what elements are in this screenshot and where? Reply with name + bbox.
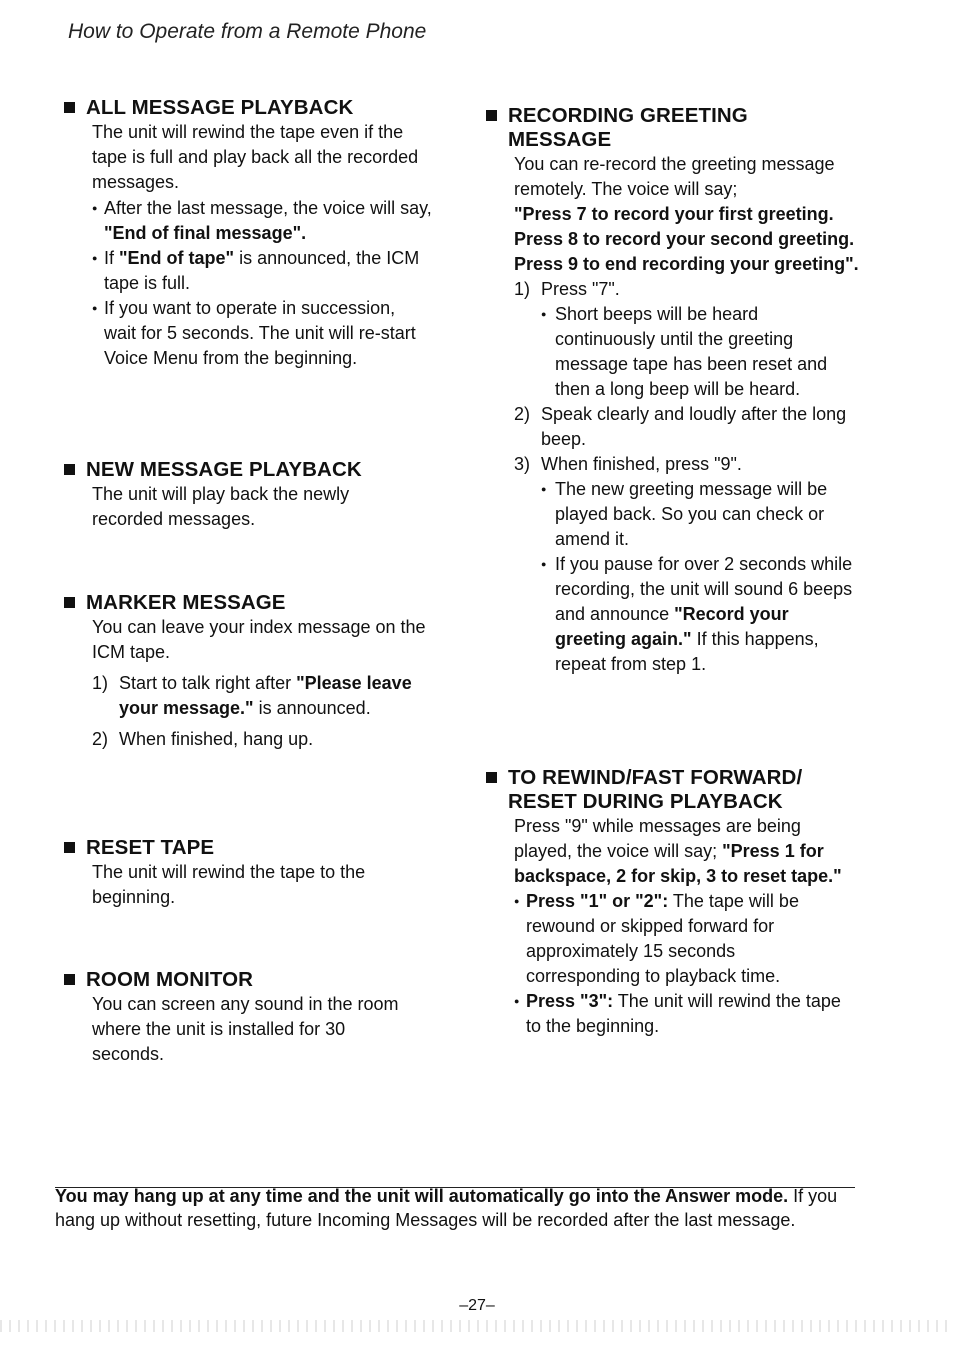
section-heading: RESET TAPE xyxy=(62,836,432,860)
section-all-message-playback xyxy=(62,96,432,371)
square-bullet-icon xyxy=(64,102,75,113)
square-bullet-icon xyxy=(64,974,75,985)
section-new-message-playback xyxy=(62,458,422,532)
bullet-item: ● If you pause for over 2 seconds while recording, the unit will sound 6 beeps and announce "Record your greeting again." If this happens, repeat from step 1. xyxy=(541,552,859,677)
page-number: –27– xyxy=(459,1297,495,1314)
bullet-item: ● Press "1" or "2": The tape will be rewound or skipped forward for approximately 15 seconds corresponding to playback time. xyxy=(514,889,844,989)
step-item: 1) Press "7". ● Short beeps will be heard continuously until the greeting message tape has been reset and then a long beep will be heard. xyxy=(514,277,859,402)
section-reset-tape xyxy=(62,836,432,910)
bullet-item: ● If you want to operate in succession, wait for 5 seconds. The unit will re-start Voice Menu from the beginning. xyxy=(92,296,432,371)
section-heading: MARKER MESSAGE xyxy=(62,591,442,615)
bullet-item: ● Short beeps will be heard continuously until the greeting message tape has been reset and then a long beep will be heard. xyxy=(541,302,859,402)
section-body: The unit will rewind the tape even if the tape is full and play back all the recorded messages. ● After the last message, the voice will say, "End of final message". ● If "End of tape" is announced, the ICM tape is full. ● If you want to operate in succession, wait for 5 seconds. The unit will re-start Voice Menu from the beginning. xyxy=(62,120,432,371)
section-body: You can leave your index message on the ICM tape. 1) Start to talk right after "Please leave your message." is announced. 2) When finished, hang up. xyxy=(62,615,442,752)
section-rewind-fast-forward xyxy=(484,766,868,1039)
section-heading: RECORDING GREETING MESSAGE xyxy=(484,104,808,152)
bullet-item: ● Press "3": The unit will rewind the tape to the beginning. xyxy=(514,989,844,1039)
step-item: 2) Speak clearly and loudly after the long beep. xyxy=(514,404,847,449)
section-body: You can screen any sound in the room where the unit is installed for 30 seconds. xyxy=(92,994,399,1064)
footer-note: You may hang up at any time and the unit will automatically go into the Answer mode. If you hang up without resetting, future Incoming Messages will be recorded after the last message. xyxy=(55,1186,838,1230)
square-bullet-icon xyxy=(486,772,497,783)
scan-noise xyxy=(0,1320,954,1332)
square-bullet-icon xyxy=(64,842,75,853)
step-item: 3) When finished, press "9". ● The new greeting message will be played back. So you can check or amend it. ● If you pause for over 2 seconds while recording, the unit will sound 6 beeps and announce "Record your greeting again." If this happens, repeat from step 1. xyxy=(514,452,859,677)
section-body: You can re-record the greeting message remotely. The voice will say; "Press 7 to record your first greeting. Press 8 to record your second greeting. Press 9 to end recording your greeting". 1) Press "7". ● Short beeps will be heard continuously until the greeting message tape has been reset and then a long beep will be heard. 2) Speak clearly and loudly after the long beep. 3) When finished, press "9". ● The new greeting message will be played back. So you can check or amend it. ● If you pause for over 2 seconds while recording, the unit will sound 6 beeps and announce "Record your greeting again." If this happens, repeat from step 1. xyxy=(484,152,859,677)
square-bullet-icon xyxy=(486,110,497,121)
section-recording-greeting xyxy=(484,104,859,677)
section-body: The unit will play back the newly recorded messages. xyxy=(92,484,350,529)
step-item: 2) When finished, hang up. xyxy=(92,729,314,749)
bullet-item: ● If "End of tape" is announced, the ICM tape is full. xyxy=(92,246,432,296)
section-heading: NEW MESSAGE PLAYBACK xyxy=(62,458,422,482)
section-heading: ROOM MONITOR xyxy=(62,968,412,992)
section-room-monitor xyxy=(62,968,412,1067)
bullet-item: ● After the last message, the voice will say, "End of final message". xyxy=(92,196,432,246)
page-header: How to Operate from a Remote Phone xyxy=(68,20,427,43)
section-body: The unit will rewind the tape to the beginning. xyxy=(92,862,366,907)
square-bullet-icon xyxy=(64,597,75,608)
step-item: 1) Start to talk right after "Please leave your message." is announced. xyxy=(92,673,412,718)
square-bullet-icon xyxy=(64,464,75,475)
section-body: Press "9" while messages are being played, the voice will say; "Press 1 for backspace, 2 for skip, 3 to reset tape." ● Press "1" or "2": The tape will be rewound or skipped forward for approximately 15 seconds corresponding to playback time. ● Press "3": The unit will rewind the tape to the beginning. xyxy=(484,814,844,1039)
section-heading: TO REWIND/FAST FORWARD/ RESET DURING PLAYBACK xyxy=(484,766,868,814)
bullet-item: ● The new greeting message will be played back. So you can check or amend it. xyxy=(541,477,859,552)
section-marker-message xyxy=(62,591,442,752)
section-heading: ALL MESSAGE PLAYBACK xyxy=(62,96,432,120)
